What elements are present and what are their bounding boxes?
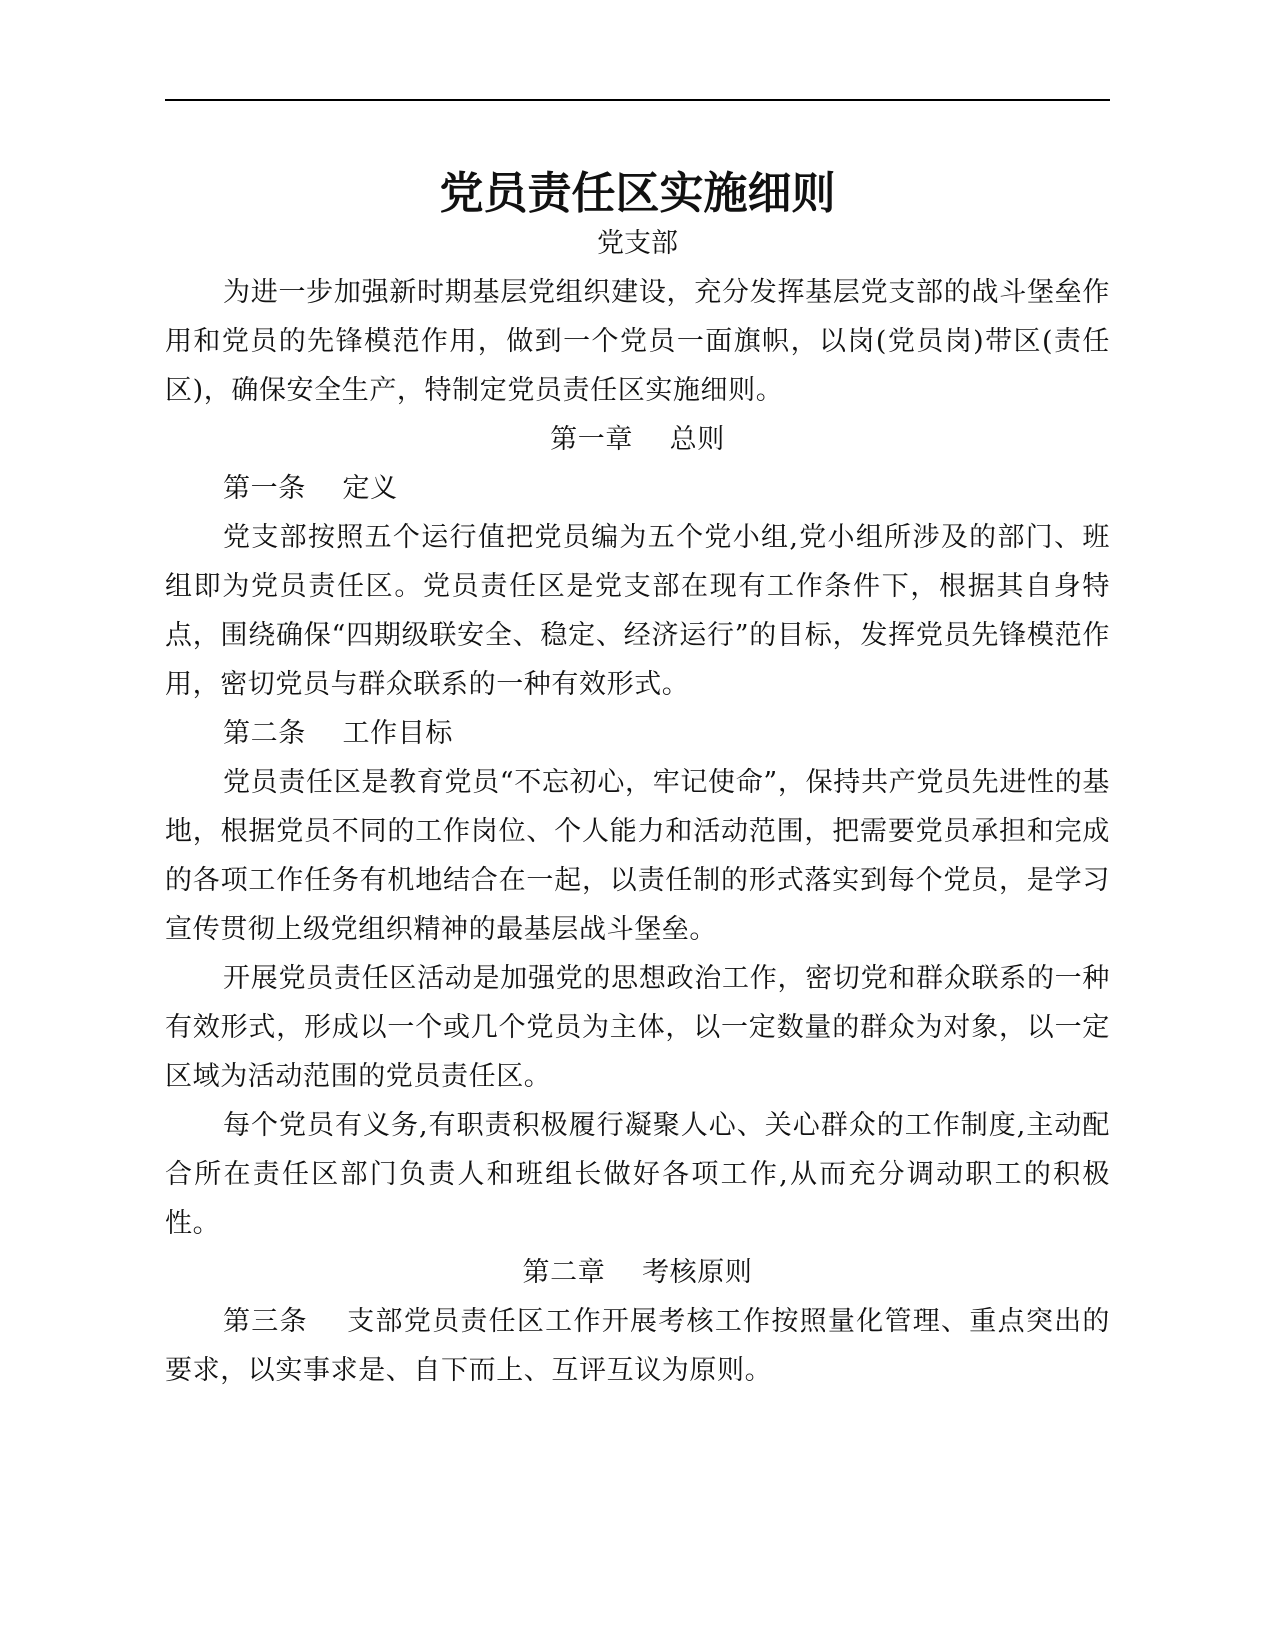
document-title: 党员责任区实施细则 xyxy=(439,168,836,219)
article-2-paragraph-3: 每个党员有义务,有职责积极履行凝聚人心、关心群众的工作制度,主动配合所在责任区部门负责人和班组长做好各项工作,从而充分调动职工的积极性。 xyxy=(165,1110,1110,1239)
intro-paragraph: 为进一步加强新时期基层党组织建设，充分发挥基层党支部的战斗堡垒作用和党员的先锋模范作用，做到一个党员一面旗帜，以岗(党员岗)带区(责任区)，确保安全生产，特制定党员责任区实施细则。 xyxy=(165,277,1110,406)
chapter-2-name: 考核原则 xyxy=(642,1257,753,1288)
article-2-number: 第二条 xyxy=(223,718,306,749)
article-2-paragraph-1: 党员责任区是教育党员“不忘初心，牢记使命”，保持共产党员先进性的基地，根据党员不同的工作岗位、个人能力和活动范围，把需要党员承担和完成的各项工作任务有机地结合在一起，以责任制的形式落实到每个党员，是学习宣传贯彻上级党组织精神的最基层战斗堡垒。 xyxy=(165,767,1110,945)
article-1-paragraph: 党支部按照五个运行值把党员编为五个党小组,党小组所涉及的部门、班组即为党员责任区。党员责任区是党支部在现有工作条件下，根据其自身特点，围绕确保“四期级联安全、稳定、经济运行”的目标，发挥党员先锋模范作用，密切党员与群众联系的一种有效形式。 xyxy=(165,522,1110,700)
article-1-name: 定义 xyxy=(342,473,398,504)
article-1-number: 第一条 xyxy=(223,473,306,504)
document-body xyxy=(165,268,1110,1395)
article-2-name: 工作目标 xyxy=(342,718,453,749)
article-3-number: 第三条 xyxy=(223,1306,308,1337)
chapter-2-number: 第二章 xyxy=(522,1257,606,1288)
chapter-2-heading xyxy=(165,1248,1110,1297)
chapter-1-name: 总则 xyxy=(669,424,725,455)
chapter-1-number: 第一章 xyxy=(550,424,633,455)
article-2-heading xyxy=(165,709,1110,758)
document-subtitle: 党支部 xyxy=(597,228,678,259)
article-3-paragraph xyxy=(165,1297,1110,1395)
header-rule xyxy=(165,99,1110,101)
article-1-heading xyxy=(165,464,1110,513)
document-page xyxy=(165,0,1110,1650)
article-3-text: 支部党员责任区工作开展考核工作按照量化管理、重点突出的要求，以实事求是、自下而上、互评互议为原则。 xyxy=(165,1306,1110,1386)
article-2-paragraph-2: 开展党员责任区活动是加强党的思想政治工作，密切党和群众联系的一种有效形式，形成以一个或几个党员为主体，以一定数量的群众为对象，以一定区域为活动范围的党员责任区。 xyxy=(165,963,1110,1092)
chapter-1-heading xyxy=(165,415,1110,464)
